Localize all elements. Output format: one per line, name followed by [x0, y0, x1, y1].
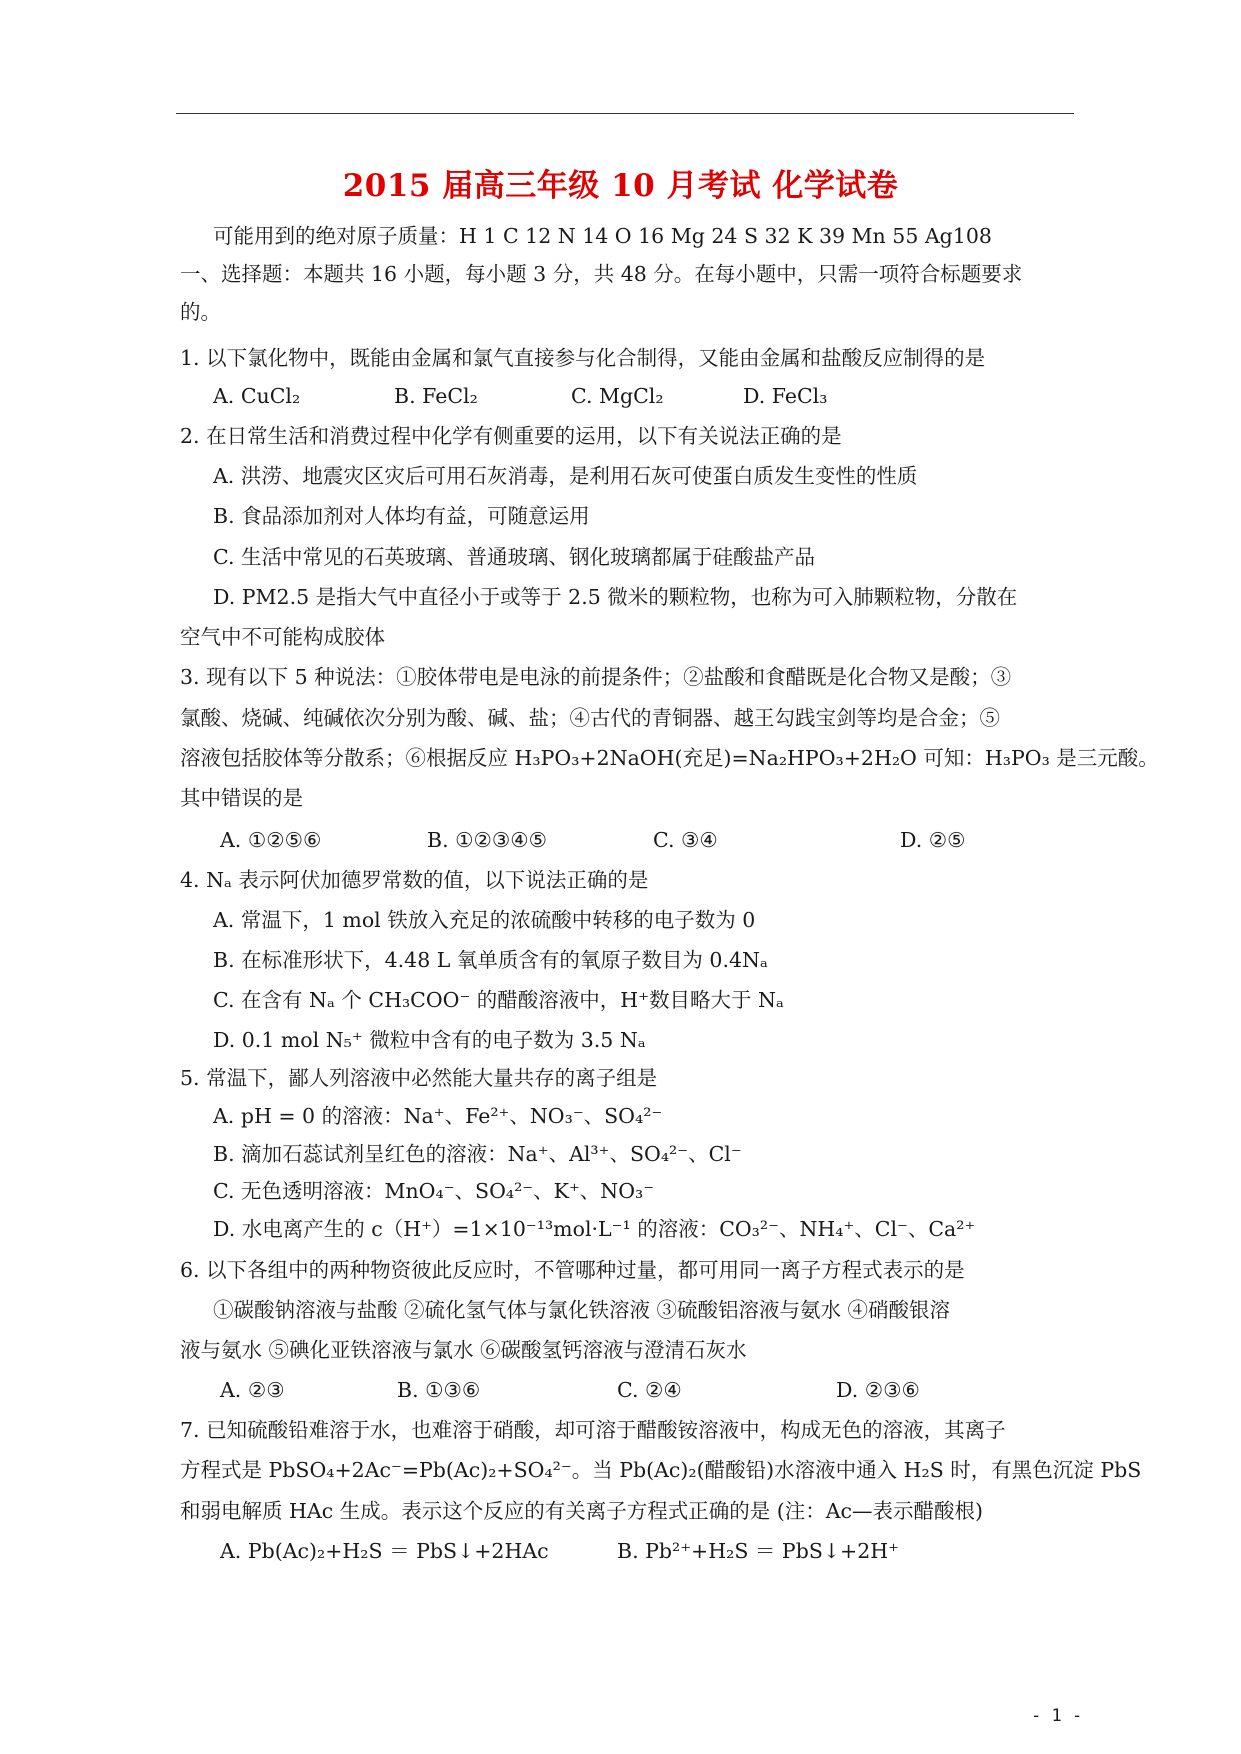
q1-option-a: A. CuCl₂	[213, 384, 301, 408]
q4-stem: 4. Nₐ 表示阿伏加德罗常数的值，以下说法正确的是	[180, 868, 649, 892]
q4-option-c: C. 在含有 Nₐ 个 CH₃COO⁻ 的醋酸溶液中，H⁺数目略大于 Nₐ	[213, 988, 784, 1012]
q5-option-d: D. 水电离产生的 c（H⁺）=1×10⁻¹³mol·L⁻¹ 的溶液：CO₃²⁻、NH₄⁺、Cl⁻、Ca²⁺	[213, 1217, 976, 1241]
q6-option-b: B. ①③⑥	[397, 1378, 481, 1402]
q7-options	[220, 1537, 1080, 1565]
q3-line4: 其中错误的是	[180, 786, 303, 810]
page-number: - 1 -	[1031, 1706, 1083, 1726]
q6-stem: 6. 以下各组中的两种物资彼此反应时，不管哪种过量，都可用同一离子方程式表示的是	[180, 1258, 965, 1282]
q1-option-c: C. MgCl₂	[571, 384, 664, 408]
q7-line2: 方程式是 PbSO₄+2Ac⁻=Pb(Ac)₂+SO₄²⁻。当 Pb(Ac)₂(醋酸铅)水溶液中通入 H₂S 时，有黑色沉淀 PbS	[180, 1458, 1142, 1482]
q3-option-d: D. ②⑤	[900, 828, 966, 852]
q4-option-d: D. 0.1 mol N₅⁺ 微粒中含有的电子数为 3.5 Nₐ	[213, 1028, 646, 1052]
q6-option-a: A. ②③	[220, 1378, 285, 1402]
q2-option-a: A. 洪涝、地震灾区灾后可用石灰消毒，是利用石灰可使蛋白质发生变性的性质	[213, 464, 918, 488]
q6-option-d: D. ②③⑥	[836, 1378, 920, 1402]
q1-options	[213, 382, 1073, 410]
q2-option-c: C. 生活中常见的石英玻璃、普通玻璃、钢化玻璃都属于硅酸盐产品	[213, 545, 815, 569]
section-instructions-line1: 一、选择题：本题共 16 小题，每小题 3 分，共 48 分。在每小题中，只需一项符合标题要求	[180, 262, 1023, 286]
q3-option-c: C. ③④	[653, 828, 718, 852]
q3-line3: 溶液包括胶体等分散系；⑥根据反应 H₃PO₃+2NaOH(充足)=Na₂HPO₃+2H₂O 可知：H₃PO₃ 是三元酸。	[180, 746, 1159, 770]
q3-option-b: B. ①②③④⑤	[427, 828, 547, 852]
atomic-masses: 可能用到的绝对原子质量：H 1 C 12 N 14 O 16 Mg 24 S 32 K 39 Mn 55 Ag108	[213, 224, 992, 248]
q5-stem: 5. 常温下，鄙人列溶液中必然能大量共存的离子组是	[180, 1066, 658, 1090]
q5-option-c: C. 无色透明溶液：MnO₄⁻、SO₄²⁻、K⁺、NO₃⁻	[213, 1179, 655, 1203]
header-rule	[176, 113, 1074, 114]
q7-line1: 7. 已知硫酸铅难溶于水，也难溶于硝酸，却可溶于醋酸铵溶液中，构成无色的溶液，其离子	[180, 1418, 1006, 1442]
q3-line2: 氯酸、烧碱、纯碱依次分别为酸、碱、盐；④古代的青铜器、越王勾践宝剑等均是合金；⑤	[180, 706, 1000, 730]
q7-line3: 和弱电解质 HAc 生成。表示这个反应的有关离子方程式正确的是 (注：Ac—表示醋酸根)	[180, 1499, 983, 1523]
q6-option-c: C. ②④	[617, 1378, 682, 1402]
q1-option-d: D. FeCl₃	[743, 384, 828, 408]
q2-option-d-line1: D. PM2.5 是指大气中直径小于或等于 2.5 微米的颗粒物，也称为可入肺颗粒物，分散在	[213, 585, 1018, 609]
q4-option-a: A. 常温下，1 mol 铁放入充足的浓硫酸中转移的电子数为 0	[213, 908, 756, 932]
q3-option-a: A. ①②⑤⑥	[220, 828, 322, 852]
q2-option-d-line2: 空气中不可能构成胶体	[180, 625, 385, 649]
q2-stem: 2. 在日常生活和消费过程中化学有侧重要的运用，以下有关说法正确的是	[180, 424, 842, 448]
q3-line1: 3. 现有以下 5 种说法：①胶体带电是电泳的前提条件；②盐酸和食醋既是化合物又是酸；③	[180, 665, 1012, 689]
section-instructions-line2: 的。	[180, 300, 221, 324]
q6-line1: ①碳酸钠溶液与盐酸 ②硫化氢气体与氯化铁溶液 ③硫酸铝溶液与氨水 ④硝酸银溶	[213, 1298, 951, 1322]
q5-option-b: B. 滴加石蕊试剂呈红色的溶液：Na⁺、Al³⁺、SO₄²⁻、Cl⁻	[213, 1142, 742, 1166]
q6-line2: 液与氨水 ⑤碘化亚铁溶液与氯水 ⑥碳酸氢钙溶液与澄清石灰水	[180, 1338, 747, 1362]
page-title: 2015 届高三年级 10 月考试 化学试卷	[342, 168, 899, 204]
q1-option-b: B. FeCl₂	[394, 384, 478, 408]
q4-option-b: B. 在标准形状下，4.48 L 氧单质含有的氧原子数目为 0.4Nₐ	[213, 948, 768, 972]
q7-option-b: B. Pb²⁺+H₂S ＝ PbS↓+2H⁺	[617, 1539, 899, 1563]
q7-option-a: A. Pb(Ac)₂+H₂S ＝ PbS↓+2HAc	[220, 1539, 549, 1563]
q2-option-b: B. 食品添加剂对人体均有益，可随意运用	[213, 504, 590, 528]
q1-stem: 1. 以下氯化物中，既能由金属和氯气直接参与化合制得，又能由金属和盐酸反应制得的是	[180, 346, 986, 370]
q6-options	[220, 1376, 1080, 1404]
q3-options	[220, 826, 1080, 854]
q5-option-a: A. pH = 0 的溶液：Na⁺、Fe²⁺、NO₃⁻、SO₄²⁻	[213, 1104, 663, 1128]
